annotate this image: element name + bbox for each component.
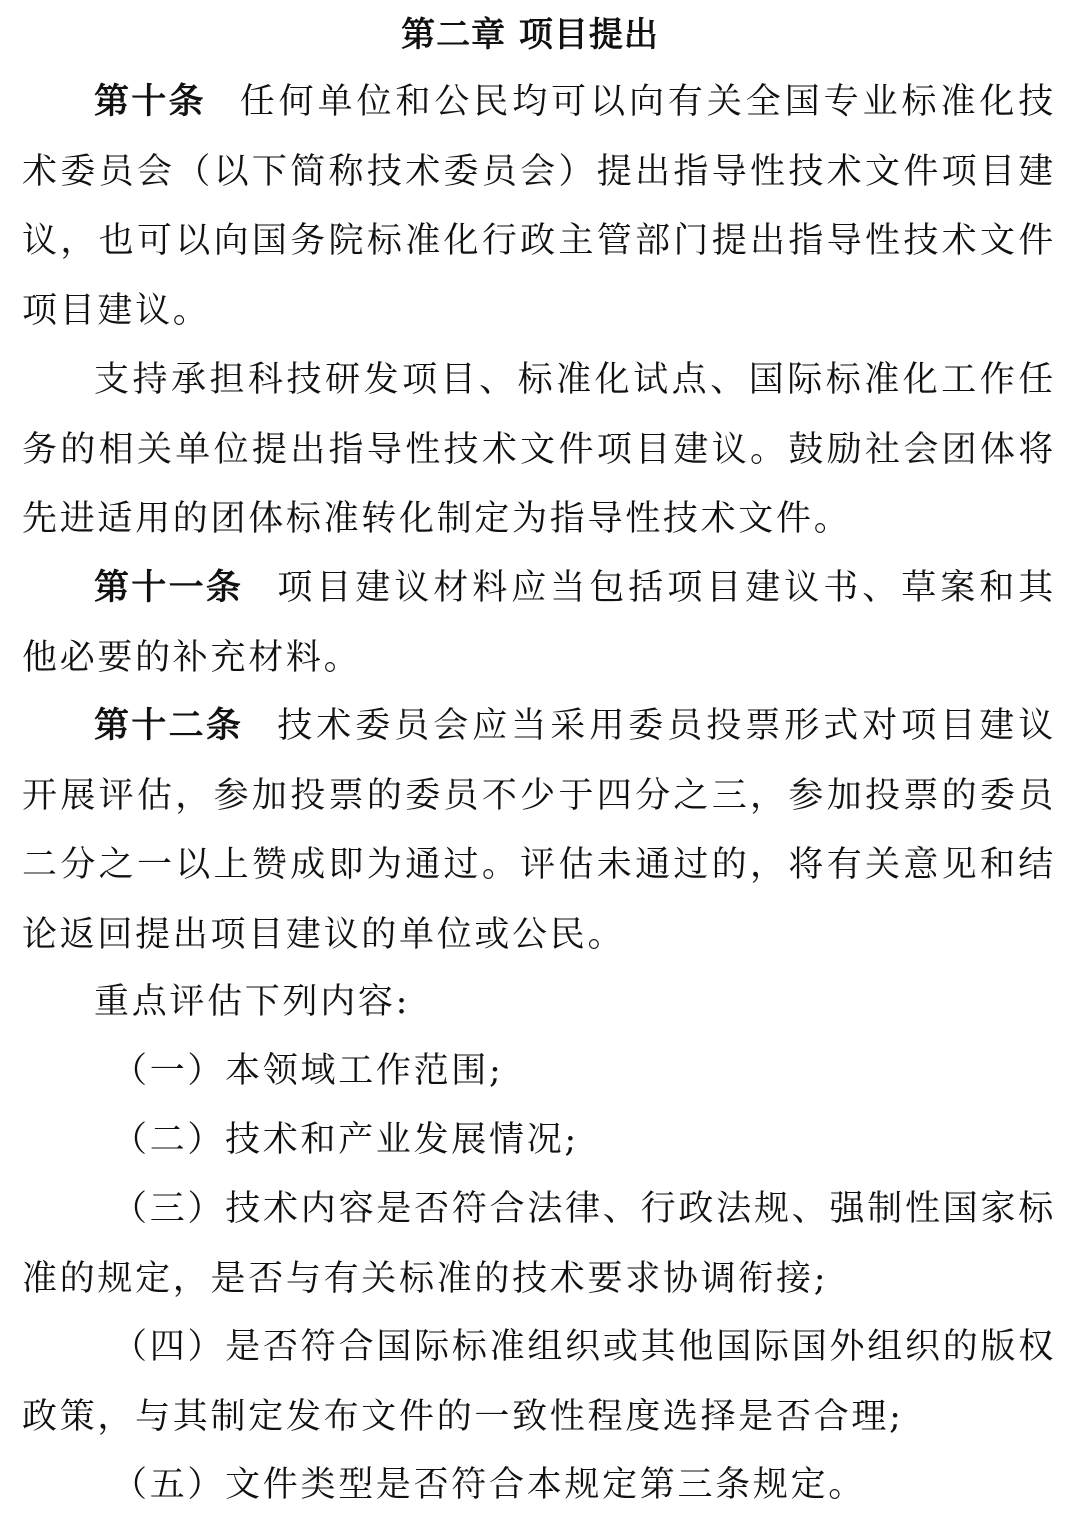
article-12-paragraph <box>22 692 1056 970</box>
article-10-support-text: 支持承担科技研发项目、标准化试点、国际标准化工作任务的相关单位提出指导性技术文件项目建议。鼓励社会团体将先进适用的团体标准转化制定为指导性技术文件。 <box>22 360 1056 539</box>
article-11-paragraph <box>22 554 1056 693</box>
article-11-text: 项目建议材料应当包括项目建议书、草案和其他必要的补充材料。 <box>22 568 1056 678</box>
evaluation-item-2: （二）技术和产业发展情况; <box>112 1120 579 1160</box>
article-12-text: 技术委员会应当采用委员投票形式对项目建议开展评估，参加投票的委员不少于四分之三，参加投票的委员二分之一以上赞成即为通过。评估未通过的，将有关意见和结论返回提出项目建议的单位或公民。 <box>22 706 1056 955</box>
evaluation-item-5: （五）文件类型是否符合本规定第三条规定。 <box>112 1465 867 1505</box>
article-11-label: 第十一条 <box>94 568 244 608</box>
article-12-label: 第十二条 <box>94 706 244 746</box>
article-10-label: 第十条 <box>94 82 206 122</box>
article-10-support-paragraph <box>22 346 1056 555</box>
evaluation-item-3: （三）技术内容是否符合法律、行政法规、强制性国家标准的规定，是否与有关标准的技术要求协调衔接; <box>22 1189 1056 1299</box>
chapter-title: 第二章 项目提出 <box>401 15 659 55</box>
evaluation-item-1: （一）本领域工作范围; <box>112 1051 504 1091</box>
article-10-paragraph <box>22 68 1056 346</box>
article-10-text: 任何单位和公民均可以向有关全国专业标准化技术委员会（以下简称技术委员会）提出指导性技术文件项目建议，也可以向国务院标准化行政主管部门提出指导性技术文件项目建议。 <box>22 82 1056 331</box>
evaluation-intro: 重点评估下列内容: <box>94 982 411 1022</box>
evaluation-item-4: （四）是否符合国际标准组织或其他国际国外组织的版权政策，与其制定发布文件的一致性程度选择是否合理; <box>22 1327 1056 1437</box>
